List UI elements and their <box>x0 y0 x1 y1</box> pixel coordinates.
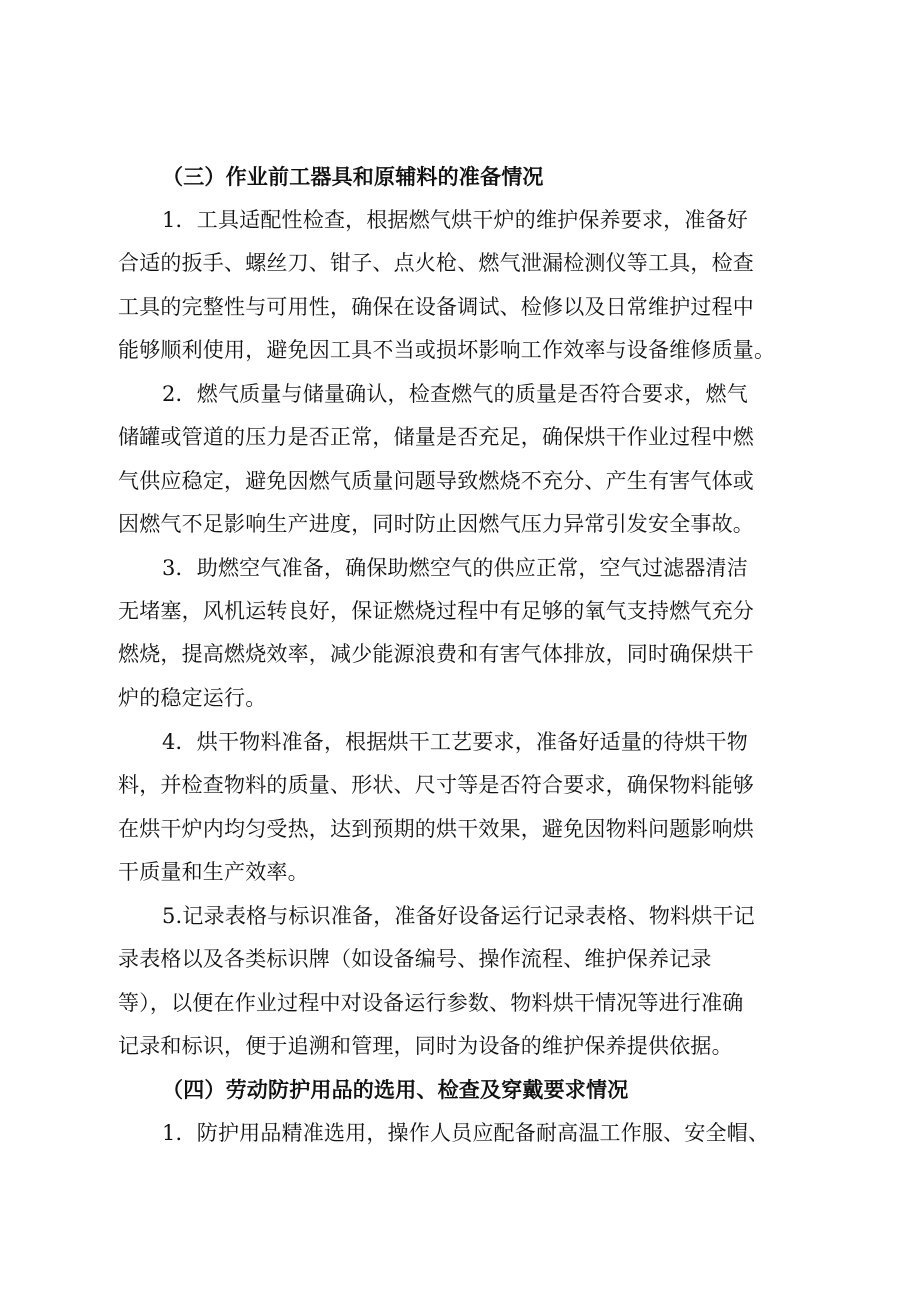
paragraph-line: 因燃气不足影响生产进度，同时防止因燃气压力异常引发安全事故。 <box>118 512 754 536</box>
paragraph-line: 燃烧，提高燃烧效率，减少能源浪费和有害气体排放，同时确保烘干 <box>118 642 754 666</box>
paragraph-line: 料，并检查物料的质量、形状、尺寸等是否符合要求，确保物料能够 <box>118 773 754 797</box>
paragraph-line: 气供应稳定，避免因燃气质量问题导致燃烧不充分、产生有害气体或 <box>118 469 754 493</box>
paragraph-line: 记录和标识，便于追溯和管理，同时为设备的维护保养提供依据。 <box>118 1034 733 1058</box>
paragraph-line: 1．防护用品精准选用，操作人员应配备耐高温工作服、安全帽、 <box>162 1121 770 1145</box>
paragraph-line: 储罐或管道的压力是否正常，储量是否充足，确保烘干作业过程中燃 <box>118 425 754 449</box>
paragraph-line: 3．助燃空气准备，确保助燃空气的供应正常，空气过滤器清洁 <box>162 556 748 580</box>
section-3-heading: （三）作业前工器具和原辅料的准备情况 <box>162 165 544 189</box>
paragraph-line: 无堵塞，风机运转良好，保证燃烧过程中有足够的氧气支持燃气充分 <box>118 599 754 623</box>
paragraph-line: 在烘干炉内均匀受热，达到预期的烘干效果，避免因物料问题影响烘 <box>118 817 754 841</box>
paragraph-line: 2．燃气质量与储量确认，检查燃气的质量是否符合要求，燃气 <box>162 382 748 406</box>
paragraph-line: 干质量和生产效率。 <box>118 860 309 884</box>
paragraph-line: 能够顺利使用，避免因工具不当或损坏影响工作效率与设备维修质量。 <box>118 338 776 362</box>
paragraph-line: 合适的扳手、螺丝刀、钳子、点火枪、燃气泄漏检测仪等工具，检查 <box>118 251 754 275</box>
paragraph-line: 炉的稳定运行。 <box>118 686 267 710</box>
paragraph-line: 1．工具适配性检查，根据燃气烘干炉的维护保养要求，准备好 <box>162 208 748 232</box>
paragraph-line: 等），以便在作业过程中对设备运行参数、物料烘干情况等进行准确 <box>118 991 744 1015</box>
paragraph-line: 工具的完整性与可用性，确保在设备调试、检修以及日常维护过程中 <box>118 295 754 319</box>
section-4-heading: （四）劳动防护用品的选用、检查及穿戴要求情况 <box>162 1078 629 1102</box>
paragraph-line: 5.记录表格与标识准备，准备好设备运行记录表格、物料烘干记 <box>162 904 755 928</box>
paragraph-line: 4．烘干物料准备，根据烘干工艺要求，准备好适量的待烘干物 <box>162 730 748 754</box>
paragraph-line: 录表格以及各类标识牌（如设备编号、操作流程、维护保养记录 <box>118 947 712 971</box>
